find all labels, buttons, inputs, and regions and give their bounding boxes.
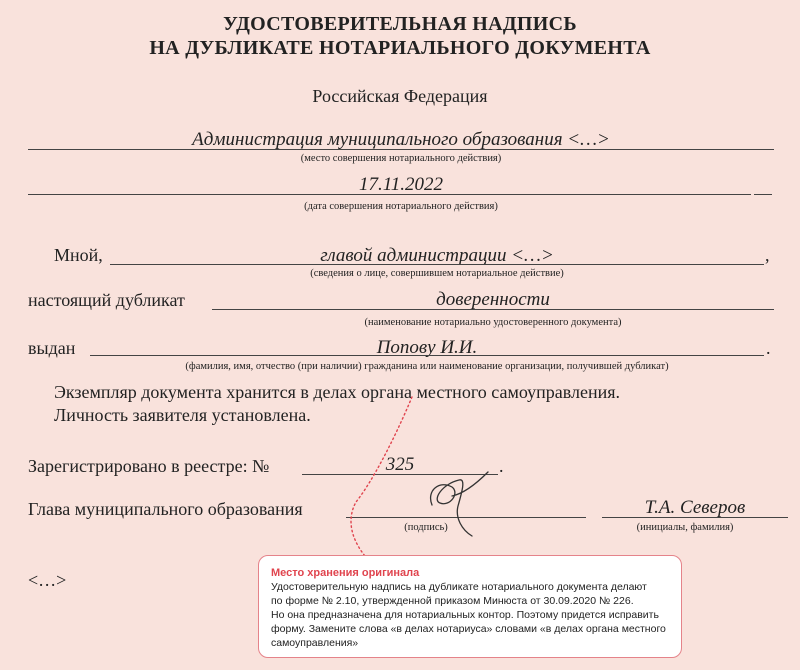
registry-number: 325 [385,454,415,475]
callout-note-line: форму. Замените слова «в делах нотариуса» словами «в делах органа местного [271,623,666,635]
footer-ellipsis: <…> [28,570,67,590]
callout-leader-line [351,397,412,556]
issued-period: . [766,338,771,358]
by-me-label: Мной, [54,245,103,265]
signature-caption: (подпись) [404,522,448,533]
registry-label: Зарегистрировано в реестре: № [28,456,270,476]
signer-name: Т.А. Северов [644,497,746,518]
signature-scribble [431,472,488,536]
callout-note-line: Удостоверительную надпись на дубликате нотариального документа делают [271,581,647,593]
callout-note-line: самоуправления» [271,637,359,649]
callout-note-line: по форме № 2.10, утвержденной приказом Минюста от 30.09.2020 № 226. [271,595,634,607]
callout-note [258,555,682,658]
date-caption: (дата совершения нотариального действия) [304,201,498,212]
document-title-line-2: НА ДУБЛИКАТЕ НОТАРИАЛЬНОГО ДОКУМЕНТА [149,37,651,59]
country-name: Российская Федерация [312,86,488,106]
body-line-2: Личность заявителя установлена. [54,405,311,425]
issued-value: Попову И.И. [376,337,478,358]
signature-position-label: Глава муниципального образования [28,499,303,519]
callout-note-title: Место хранения оригинала [271,567,420,579]
issued-label: выдан [28,338,76,358]
duplicate-label: настоящий дубликат [28,290,185,310]
by-me-comma: , [765,245,770,265]
by-me-value: главой администрации <…> [320,245,554,266]
signer-name-caption: (инициалы, фамилия) [636,522,734,533]
issued-caption: (фамилия, имя, отчество (при наличии) гражданина или наименование организации, получившей дубликат) [185,361,669,372]
duplicate-value: доверенности [436,289,550,310]
place-caption: (место совершения нотариального действия) [300,153,502,164]
duplicate-caption: (наименование нотариально удостоверенного документа) [364,317,622,328]
callout-note-line: Но она предназначена для нотариальных контор. Поэтому придется исправить [271,609,659,621]
body-line-1: Экземпляр документа хранится в делах органа местного самоуправления. [54,382,621,402]
registry-period: . [499,456,504,476]
by-me-caption: (сведения о лице, совершившем нотариальное действие) [310,268,564,279]
date-value: 17.11.2022 [358,174,444,195]
document-title-line-1: УДОСТОВЕРИТЕЛЬНАЯ НАДПИСЬ [223,13,577,35]
place-value: Администрация муниципального образования <…> [192,129,610,150]
